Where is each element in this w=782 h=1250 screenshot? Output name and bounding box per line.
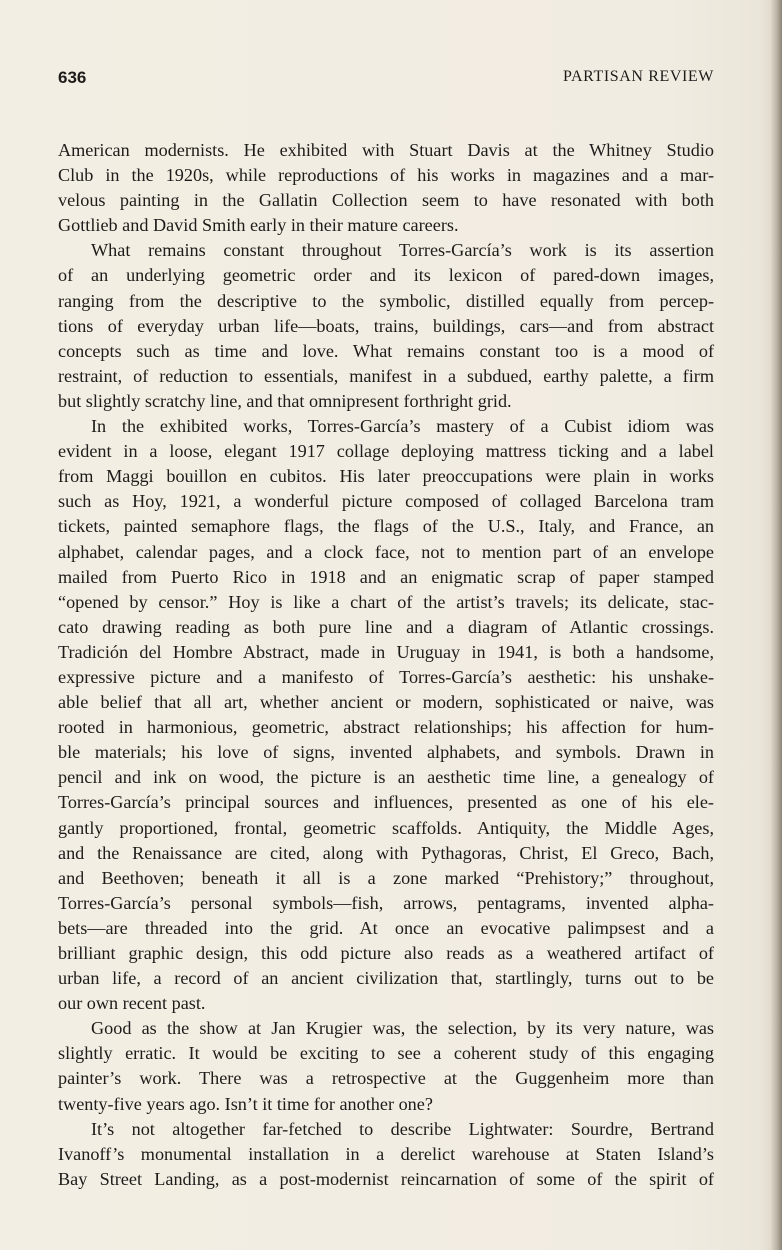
text-line: Ivanoff’s monumental installation in a derelict warehouse at Staten Island’s [58,1143,714,1164]
text-line: tickets, painted semaphore flags, the flags of the U.S., Italy, and France, an [58,516,714,537]
text-line: gantly proportioned, frontal, geometric scaffolds. Antiquity, the Middle Ages, [58,817,714,838]
text-line: velous painting in the Gallatin Collection seem to have resonated with both [58,190,714,211]
text-line: evident in a loose, elegant 1917 collage deploying mattress ticking and a label [58,441,714,462]
text-line: pencil and ink on wood, the picture is an aesthetic time line, a genealogy of [58,767,714,788]
page-edge-shadow [770,0,782,1250]
text-line: but slightly scratchy line, and that omnipresent forthright grid. [58,390,512,411]
running-head: PARTISAN REVIEW [562,68,714,85]
text-line: In the exhibited works, Torres-García’s mastery of a Cubist idiom was [91,416,714,437]
text-line: expressive picture and a manifesto of Torres-García’s aesthetic: his unshake- [58,666,714,687]
text-line: concepts such as time and love. What remains constant too is a mood of [58,340,714,361]
body-text [58,138,714,1192]
text-line: Club in the 1920s, while reproductions of his works in magazines and a mar- [58,165,714,186]
text-line: restraint, of reduction to essentials, manifest in a subdued, earthy palette, a firm [58,365,714,386]
text-line: of an underlying geometric order and its lexicon of pared-down images, [58,265,714,286]
text-line: cato drawing reading as both pure line and a diagram of Atlantic crossings. [58,616,714,637]
text-line: and the Renaissance are cited, along with Pythagoras, Christ, El Greco, Bach, [58,842,714,863]
text-line: painter’s work. There was a retrospective at the Guggenheim more than [58,1068,714,1089]
text-line: ranging from the descriptive to the symbolic, distilled equally from percep- [58,290,714,311]
text-line: urban life, a record of an ancient civilization that, startlingly, turns out to be [58,968,714,989]
text-line: alphabet, calendar pages, and a clock face, not to mention part of an envelope [58,541,714,562]
text-line: Torres-García’s personal symbols—fish, arrows, pentagrams, invented alpha- [58,892,714,913]
text-line: It’s not altogether far-fetched to describe Lightwater: Sourdre, Bertrand [91,1118,714,1139]
text-line: “opened by censor.” Hoy is like a chart of the artist’s travels; its delicate, stac- [58,591,714,612]
text-line: mailed from Puerto Rico in 1918 and an enigmatic scrap of paper stamped [58,566,714,587]
text-line: American modernists. He exhibited with Stuart Davis at the Whitney Studio [58,140,714,160]
text-line: tions of everyday urban life—boats, trains, buildings, cars—and from abstract [58,315,714,336]
page-number: 636 [58,68,87,87]
text-line: rooted in harmonious, geometric, abstract relationships; his affection for hum- [58,717,714,738]
text-line: able belief that all art, whether ancient or modern, sophisticated or naive, was [58,692,714,713]
text-line: What remains constant throughout Torres-García’s work is its assertion [91,240,714,261]
text-line: Gottlieb and David Smith early in their mature careers. [58,215,459,236]
text-line: and Beethoven; beneath it all is a zone marked “Prehistory;” throughout, [58,867,714,888]
text-line: such as Hoy, 1921, a wonderful picture composed of collaged Barcelona tram [58,491,714,512]
text-line: ble materials; his love of signs, invented alphabets, and symbols. Drawn in [58,742,714,763]
text-line: slightly erratic. It would be exciting to see a coherent study of this engaging [58,1043,714,1064]
text-line: Bay Street Landing, as a post-modernist reincarnation of some of the spirit of [58,1168,714,1189]
text-line: from Maggi bouillon en cubitos. His later preoccupations were plain in works [58,466,714,487]
text-line: Torres-García’s principal sources and influences, presented as one of his ele- [58,792,714,813]
text-line: our own recent past. [58,993,206,1014]
text-line: bets—are threaded into the grid. At once an evocative palimpsest and a [58,917,714,938]
page-header [58,68,714,90]
text-line: Good as the show at Jan Krugier was, the selection, by its very nature, was [91,1018,714,1039]
text-line: Tradición del Hombre Abstract, made in Uruguay in 1941, is both a handsome, [58,641,714,662]
text-line: brilliant graphic design, this odd picture also reads as a weathered artifact of [58,943,714,963]
text-line: twenty-five years ago. Isn’t it time for another one? [58,1093,433,1114]
